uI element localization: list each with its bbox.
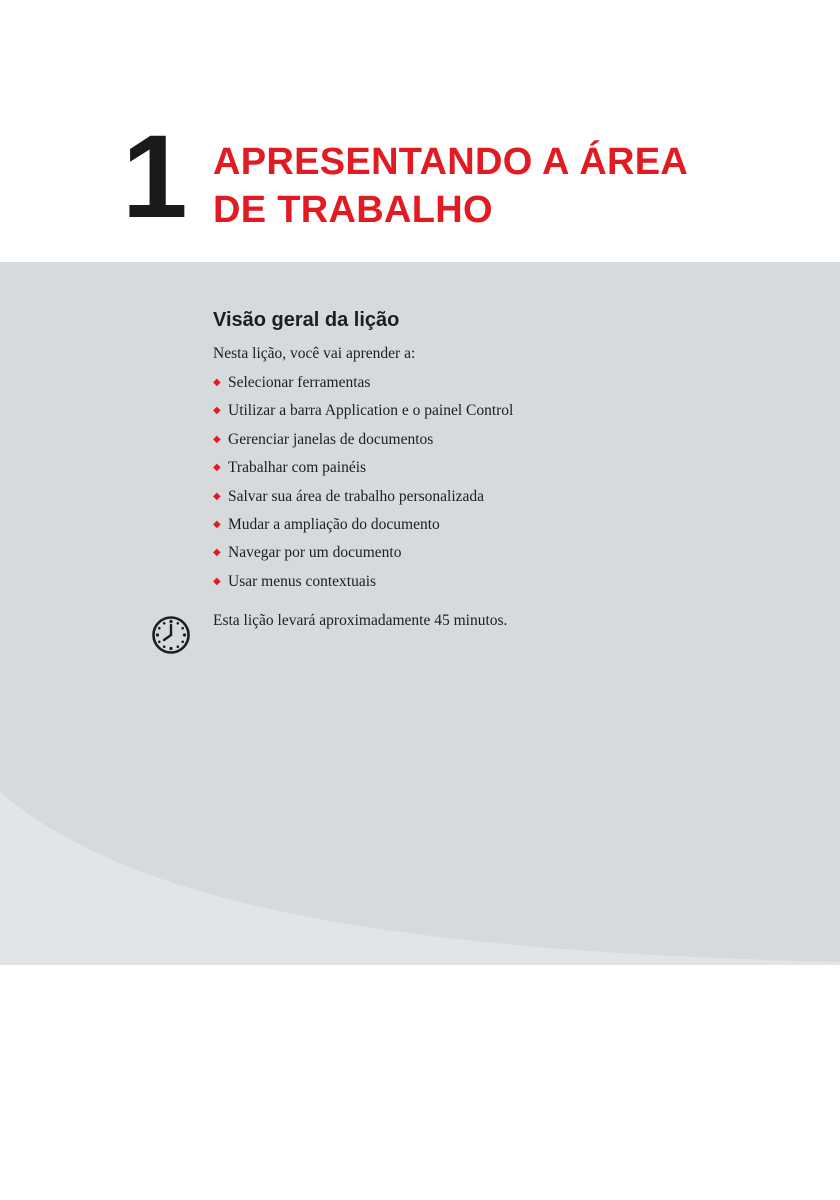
chapter-title-line-2: DE TRABALHO bbox=[213, 189, 493, 231]
chapter-title bbox=[213, 138, 813, 234]
chapter-title-line-1: APRESENTANDO A ÁREA bbox=[213, 141, 689, 183]
list-item bbox=[213, 511, 793, 539]
objectives-list bbox=[213, 369, 793, 596]
bullet-icon: ◆ bbox=[213, 519, 221, 531]
clock-icon bbox=[151, 615, 191, 655]
overview-intro: Nesta lição, você vai aprender a: bbox=[213, 345, 416, 362]
bullet-icon: ◆ bbox=[213, 405, 221, 417]
list-item-text: Selecionar ferramentas bbox=[228, 374, 371, 391]
list-item-text: Navegar por um documento bbox=[228, 544, 402, 562]
list-item-text: Gerenciar janelas de documentos bbox=[228, 430, 434, 448]
bullet-icon: ◆ bbox=[213, 575, 221, 587]
bullet-icon: ◆ bbox=[213, 462, 221, 474]
list-item-text: Usar menus contextuais bbox=[228, 572, 377, 590]
bullet-icon: ◆ bbox=[213, 377, 221, 388]
list-item bbox=[213, 568, 793, 596]
list-item bbox=[213, 454, 793, 482]
chapter-number: 1 bbox=[122, 111, 184, 243]
list-item bbox=[213, 397, 793, 425]
list-item-text: Salvar sua área de trabalho personalizada bbox=[228, 487, 485, 505]
lesson-duration: Esta lição levará aproximadamente 45 minutos. bbox=[213, 612, 508, 629]
overview-heading: Visão geral da lição bbox=[213, 309, 400, 331]
list-item-text: Trabalhar com painéis bbox=[228, 459, 367, 477]
list-item-text: Utilizar a barra Application e o painel Control bbox=[228, 402, 514, 420]
list-item-text: Mudar a ampliação do documento bbox=[228, 516, 440, 534]
bullet-icon: ◆ bbox=[213, 490, 221, 502]
list-item bbox=[213, 483, 793, 511]
list-item bbox=[213, 539, 793, 567]
bullet-icon: ◆ bbox=[213, 547, 221, 559]
list-item bbox=[213, 426, 793, 454]
list-item bbox=[213, 369, 793, 397]
overview-section bbox=[213, 306, 793, 596]
bullet-icon: ◆ bbox=[213, 433, 221, 445]
